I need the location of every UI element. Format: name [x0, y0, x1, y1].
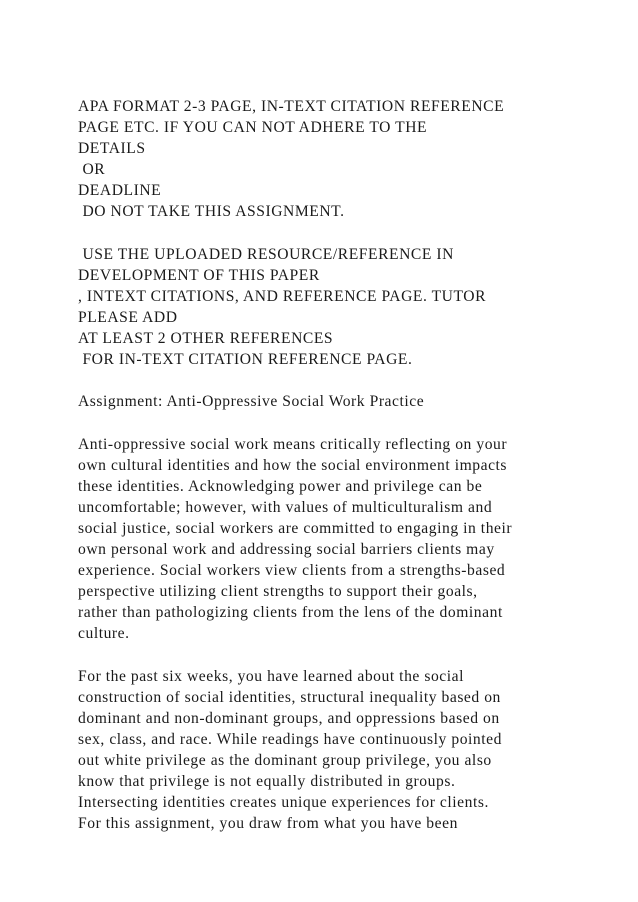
paragraph-gap — [78, 412, 598, 433]
paragraph-line: out white privilege as the dominant group privilege, you also — [78, 751, 492, 769]
paragraph-line: own cultural identities and how the social environment impacts — [78, 456, 508, 474]
paragraph-line: these identities. Acknowledging power and privilege can be — [78, 477, 483, 495]
instruction-line: AT LEAST 2 OTHER REFERENCES — [78, 330, 334, 348]
paragraph-line: culture. — [78, 625, 130, 643]
paragraph-line: know that privilege is not equally distributed in groups. — [78, 773, 456, 790]
paragraph-line: Anti-oppressive social work means critically reflecting on your — [78, 435, 508, 453]
instruction-line: FOR IN-TEXT CITATION REFERENCE PAGE. — [78, 351, 413, 369]
instruction-notice — [78, 244, 598, 371]
assignment-title: Assignment: Anti-Oppressive Social Work Practice — [78, 393, 425, 411]
paragraph-gap — [78, 223, 598, 244]
paragraph-line: For this assignment, you draw from what you have been — [78, 815, 458, 833]
header-line: DO NOT TAKE THIS ASSIGNMENT. — [78, 203, 345, 221]
header-line: OR — [78, 161, 106, 179]
paragraph-line: own personal work and addressing social barriers clients may — [78, 540, 495, 558]
paragraph-line: uncomfortable; however, with values of multiculturalism and — [78, 498, 493, 516]
paragraph-line: Intersecting identities creates unique experiences for clients. — [78, 794, 489, 812]
header-line: DETAILS — [78, 140, 146, 158]
paragraph-anti-oppressive — [78, 434, 598, 645]
instruction-line: PLEASE ADD — [78, 308, 178, 326]
paragraph-line: dominant and non-dominant groups, and oppressions based on — [78, 709, 500, 727]
paragraph-line: rather than pathologizing clients from the lens of the dominant — [78, 604, 503, 622]
paragraph-gap — [78, 644, 598, 665]
header-line: DEADLINE — [78, 182, 162, 200]
instruction-line: USE THE UPLOADED RESOURCE/REFERENCE IN — [78, 245, 454, 263]
paragraph-line: perspective utilizing client strengths to support their goals, — [78, 583, 478, 601]
header-line: PAGE ETC. IF YOU CAN NOT ADHERE TO THE — [78, 119, 428, 137]
instruction-line: DEVELOPMENT OF THIS PAPER — [78, 266, 320, 284]
instruction-line: , INTEXT CITATIONS, AND REFERENCE PAGE. TUTOR — [78, 287, 487, 305]
document-body — [78, 96, 598, 834]
paragraph-line: For the past six weeks, you have learned about the social — [78, 667, 465, 685]
header-line: APA FORMAT 2-3 PAGE, IN-TEXT CITATION REFERENCE — [78, 98, 505, 115]
paragraph-past-six-weeks — [78, 666, 598, 835]
paragraph-gap — [78, 370, 598, 391]
paragraph-line: construction of social identities, structural inequality based on — [78, 688, 501, 706]
paragraph-line: experience. Social workers view clients from a strengths-based — [78, 562, 506, 580]
header-notice — [78, 96, 598, 223]
paragraph-line: social justice, social workers are committed to engaging in their — [78, 519, 513, 537]
paragraph-line: sex, class, and race. While readings have continuously pointed — [78, 730, 502, 748]
